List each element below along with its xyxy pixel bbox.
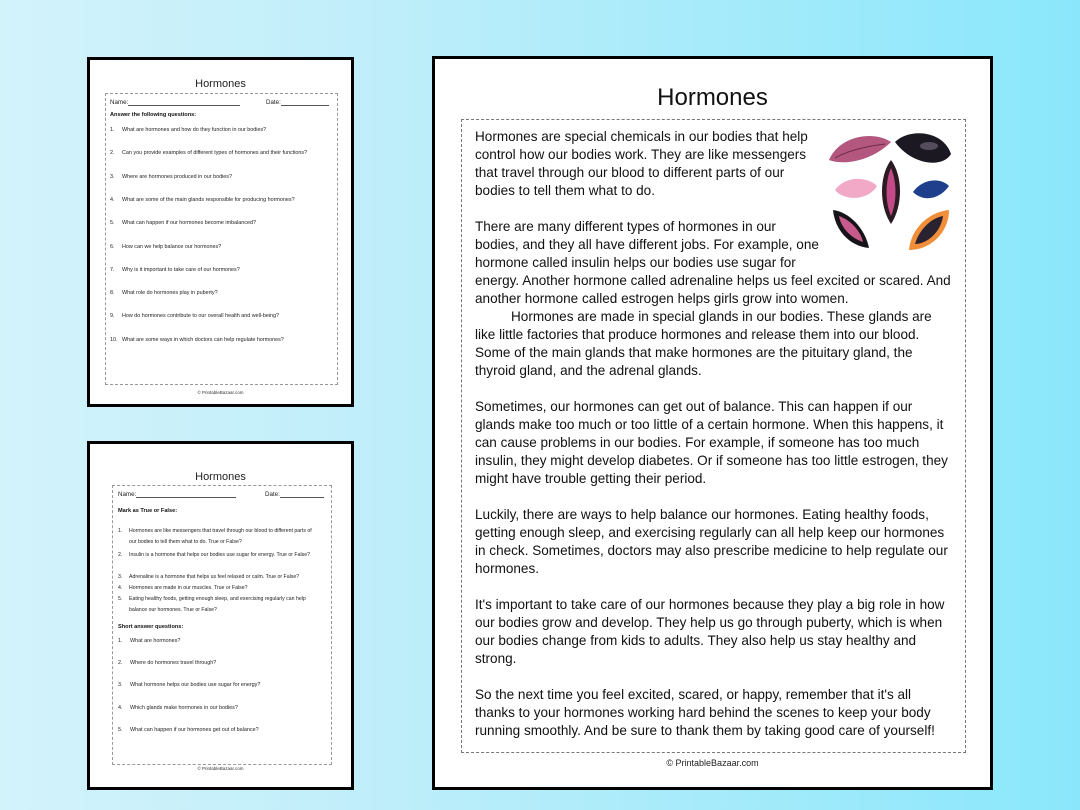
item-text: What hormone helps our bodies use sugar for energy? [130,682,261,689]
list-item [118,727,259,733]
list-item [118,660,216,666]
paragraph-1: Hormones are special chemicals in our bodies that help control how our bodies work. They are like messengers that travel through our blood to different parts of our bodies to tell them what to do. [475,129,808,198]
item-text: Adrenaline is a hormone that helps us feel relaxed or calm. True or False? [129,574,300,580]
list-item [110,174,232,180]
list-item [110,197,295,203]
name-field [118,491,236,498]
true-false-item [118,572,319,583]
short-answer-heading: Short answer questions: [118,624,184,630]
page-footer: © PrintableBazaar.com [666,758,759,768]
date-field [266,99,329,106]
item-number: 4. [118,704,123,711]
list-item [118,705,238,711]
worksheet-footer: © PrintableBazaar.com [197,390,244,395]
list-item [110,127,266,133]
item-text: Where do hormones travel through? [130,660,217,667]
list-item [118,682,260,688]
page-title: Hormones [657,84,768,111]
item-number: 2. [118,552,123,558]
item-text: How do hormones contribute to our overall health and well-being? [122,313,280,320]
reading-passage-page [432,56,993,790]
name-label: Name: [118,491,137,498]
item-number: 6. [110,243,115,250]
paragraph-2: There are many different types of hormones in our bodies, and they all have different jobs. For example, one hormone called insulin helps our bodies use sugar for energy. Another hormone called adrenaline helps us feel excited or scared. And another hormone called estrogen helps girls grow into women. [475,219,951,306]
item-text: Can you provide examples of different types of hormones and their functions? [122,150,308,157]
item-text: What are some ways in which doctors can help regulate hormones? [122,336,284,343]
worksheet-footer: © PrintableBazaar.com [197,766,244,771]
list-item [118,638,180,644]
item-number: 3. [118,574,123,580]
questions-worksheet-thumbnail [87,57,354,407]
item-text: How can we help balance our hormones? [122,243,222,250]
date-label: Date: [265,491,280,498]
item-text: What are hormones? [130,638,181,644]
item-number: 2. [110,150,115,157]
true-false-worksheet-thumbnail [87,441,354,790]
list-item [110,220,256,226]
paragraph-7: So the next time you feel excited, scared, or happy, remember that it's all thanks to your hormones working hard behind the scenes to keep your body running smoothly. And be sure to thank them by taking good care of yourself! [475,687,935,738]
item-number: 1. [118,528,123,534]
name-label: Name: [110,99,129,106]
item-text: What are some of the main glands responsible for producing hormones? [122,196,295,203]
passage-box [461,119,966,753]
item-text: Hormones are made in our muscles. True or False? [129,585,248,591]
item-number: 9. [110,313,115,320]
item-number: 3. [118,682,123,689]
true-false-item [118,583,319,594]
list-item [110,290,218,296]
worksheet-title: Hormones [195,471,246,483]
list-item [110,150,307,156]
item-text: What can happen if our hormones get out of balance? [130,726,259,733]
questions-heading: Answer the following questions: [110,112,197,118]
item-text: What role do hormones play in puberty? [122,290,218,297]
item-text: What are hormones and how do they function in our bodies? [122,127,267,133]
item-number: 1. [110,127,115,133]
item-number: 10. [110,336,118,343]
item-number: 5. [118,726,123,733]
item-text: Eating healthy foods, getting enough sleep, and exercising regularly can help balance our hormones. True or False? [129,596,306,613]
list-item [110,337,284,343]
item-number: 8. [110,290,115,297]
list-item [110,244,221,250]
true-false-item [118,550,319,561]
item-number: 2. [118,660,123,667]
item-text: What can happen if our hormones become imbalanced? [122,220,256,227]
true-false-heading: Mark as True or False: [118,508,178,514]
worksheet-title: Hormones [195,78,246,90]
date-label: Date: [266,99,281,106]
list-item [110,313,279,319]
paragraph-4: Sometimes, our hormones can get out of balance. This can happen if our glands make too much or too little of a certain hormone. When this happens, it can cause problems in our bodies. For example, if someone has too much insulin, they might develop diabetes. Or if someone has too little estrogen, they might have trouble getting their period. [475,399,948,486]
item-number: 1. [118,638,123,644]
date-field [265,491,324,498]
item-text: Insulin is a hormone that helps our bodies use sugar for energy. True or False? [129,552,310,558]
worksheet-box [112,485,332,765]
name-field [110,99,240,106]
worksheet-box [105,93,338,385]
item-number: 4. [110,196,115,203]
list-item [110,267,240,273]
item-text: Why is it important to take care of our hormones? [122,266,240,273]
paragraph-3: Hormones are made in special glands in our bodies. These glands are like little factories that produce hormones and release them into our blood. Some of the main glands that make hormones are the pituitary gland, the thyroid gland, and the adrenal glands. [475,309,932,378]
true-false-item [118,594,319,616]
item-text: Hormones are like messengers that travel through our blood to different parts of our bodies to tell them what to do. True or False? [129,528,312,545]
paragraph-6: It's important to take care of our hormones because they play a big role in how our bodies grow and develop. They help us go through puberty, which is when our bodies change from kids to adults. They also help us stay healthy and strong. [475,597,945,666]
item-number: 5. [118,596,123,602]
item-number: 5. [110,220,115,227]
item-text: Where are hormones produced in our bodies? [122,173,232,180]
passage-text [475,128,951,758]
item-number: 3. [110,173,115,180]
item-number: 7. [110,266,115,273]
item-number: 4. [118,585,123,591]
item-text: Which glands make hormones in our bodies? [130,704,238,711]
paragraph-5: Luckily, there are ways to help balance our hormones. Eating healthy foods, getting enough sleep, and exercising regularly can all help keep our hormones in check. Sometimes, doctors may also prescribe medicine to help regulate our hormones. [475,507,948,576]
hormone-shapes-illustration [825,128,957,256]
true-false-item [118,526,319,548]
